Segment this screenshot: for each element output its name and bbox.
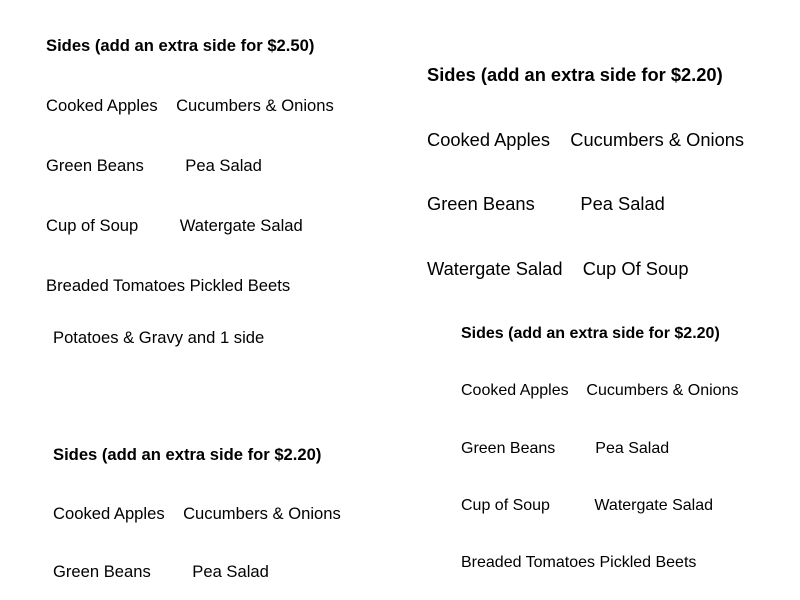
menu-panel-bottom-right (430, 295, 800, 600)
menu-line: Green Beans Pea Salad (46, 156, 262, 175)
menu-text-bottom-left (53, 295, 341, 600)
menu-line: Cooked Apples Cucumbers & Onions (461, 382, 739, 400)
menu-panel-top-left (0, 0, 420, 303)
menu-line: Breaded Tomatoes Pickled Beets (46, 276, 291, 295)
menu-panel-bottom-left (0, 295, 430, 600)
menu-line: Breaded Tomatoes Pickled Beets (461, 554, 697, 572)
menu-line: Potatoes & Gravy and 1 side (53, 328, 265, 347)
sides-heading: Sides (add an extra side for $2.20) (427, 64, 723, 85)
menu-line: Watergate Salad Cup Of Soup (427, 257, 689, 279)
menu-panel-top-right (420, 0, 800, 300)
menu-line: Green Beans Pea Salad (461, 439, 670, 457)
blank-line (53, 387, 341, 407)
menu-line: Cup of Soup Watergate Salad (461, 497, 713, 515)
menu-line: Green Beans Pea Salad (427, 193, 665, 214)
sides-heading: Sides (add an extra side for $2.50) (46, 36, 315, 55)
menu-text-bottom-right (461, 295, 738, 600)
menu-line: Cooked Apples Cucumbers & Onions (427, 128, 745, 150)
menu-text-top-left (46, 0, 334, 303)
menu-text-top-right (427, 21, 744, 300)
sides-heading: Sides (add an extra side for $2.20) (53, 445, 322, 464)
sides-heading: Sides (add an extra side for $2.20) (461, 325, 720, 343)
menu-line: Cooked Apples Cucumbers & Onions (53, 503, 341, 523)
menu-line: Cup of Soup Watergate Salad (46, 216, 303, 235)
menu-line: Green Beans Pea Salad (53, 562, 269, 581)
menu-line: Cooked Apples Cucumbers & Onions (46, 96, 334, 115)
